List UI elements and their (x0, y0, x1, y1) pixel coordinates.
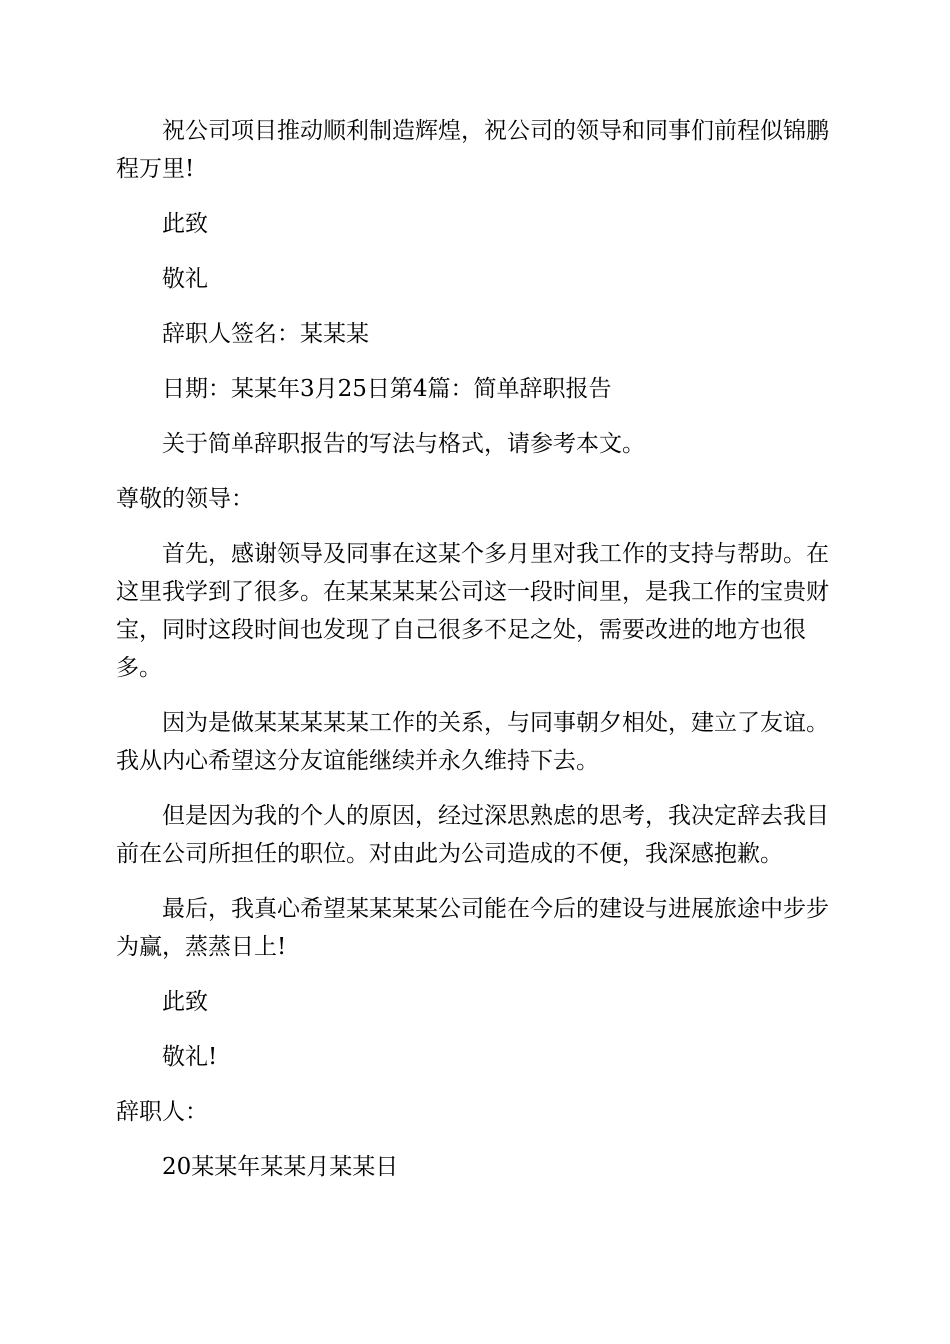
closing-cizhi: 此致 (162, 989, 208, 1015)
salutation-jingli: 敬礼 (162, 266, 208, 292)
salutation-cizhi: 此致 (162, 211, 208, 237)
letter-date: 20某某年某某月某某日 (162, 1154, 399, 1180)
intro-paragraph: 关于简单辞职报告的写法与格式，请参考本文。 (162, 431, 645, 457)
date-and-section-heading: 日期：某某年3月25日第4篇：简单辞职报告 (162, 376, 612, 402)
letter-greeting: 尊敬的领导： (116, 486, 254, 512)
body-paragraph-friendship: 因为是做某某某某某工作的关系，与同事朝夕相处，建立了友谊。我从内心希望这分友谊能继续并永久维持下去。 (116, 710, 829, 774)
closing-jingli: 敬礼! (162, 1044, 218, 1070)
resigner-label: 辞职人： (116, 1099, 208, 1125)
body-paragraph-thanks: 首先，感谢领导及同事在这某个多月里对我工作的支持与帮助。在这里我学到了很多。在某某某某公司这一段时间里，是我工作的宝贵财宝，同时这段时间也发现了自己很多不足之处，需要改进的地方也很多。 (116, 541, 829, 681)
closing-wish-paragraph: 祝公司项目推动顺利制造辉煌，祝公司的领导和同事们前程似锦鹏程万里! (116, 118, 829, 182)
signature-line: 辞职人签名：某某某 (162, 321, 369, 347)
body-paragraph-resignation: 但是因为我的个人的原因，经过深思熟虑的思考，我决定辞去我目前在公司所担任的职位。对由此为公司造成的不便，我深感抱歉。 (116, 803, 829, 867)
document-body (116, 112, 834, 1203)
body-paragraph-final-wish: 最后，我真心希望某某某某公司能在今后的建设与进展旅途中步步为赢，蒸蒸日上! (116, 896, 829, 960)
